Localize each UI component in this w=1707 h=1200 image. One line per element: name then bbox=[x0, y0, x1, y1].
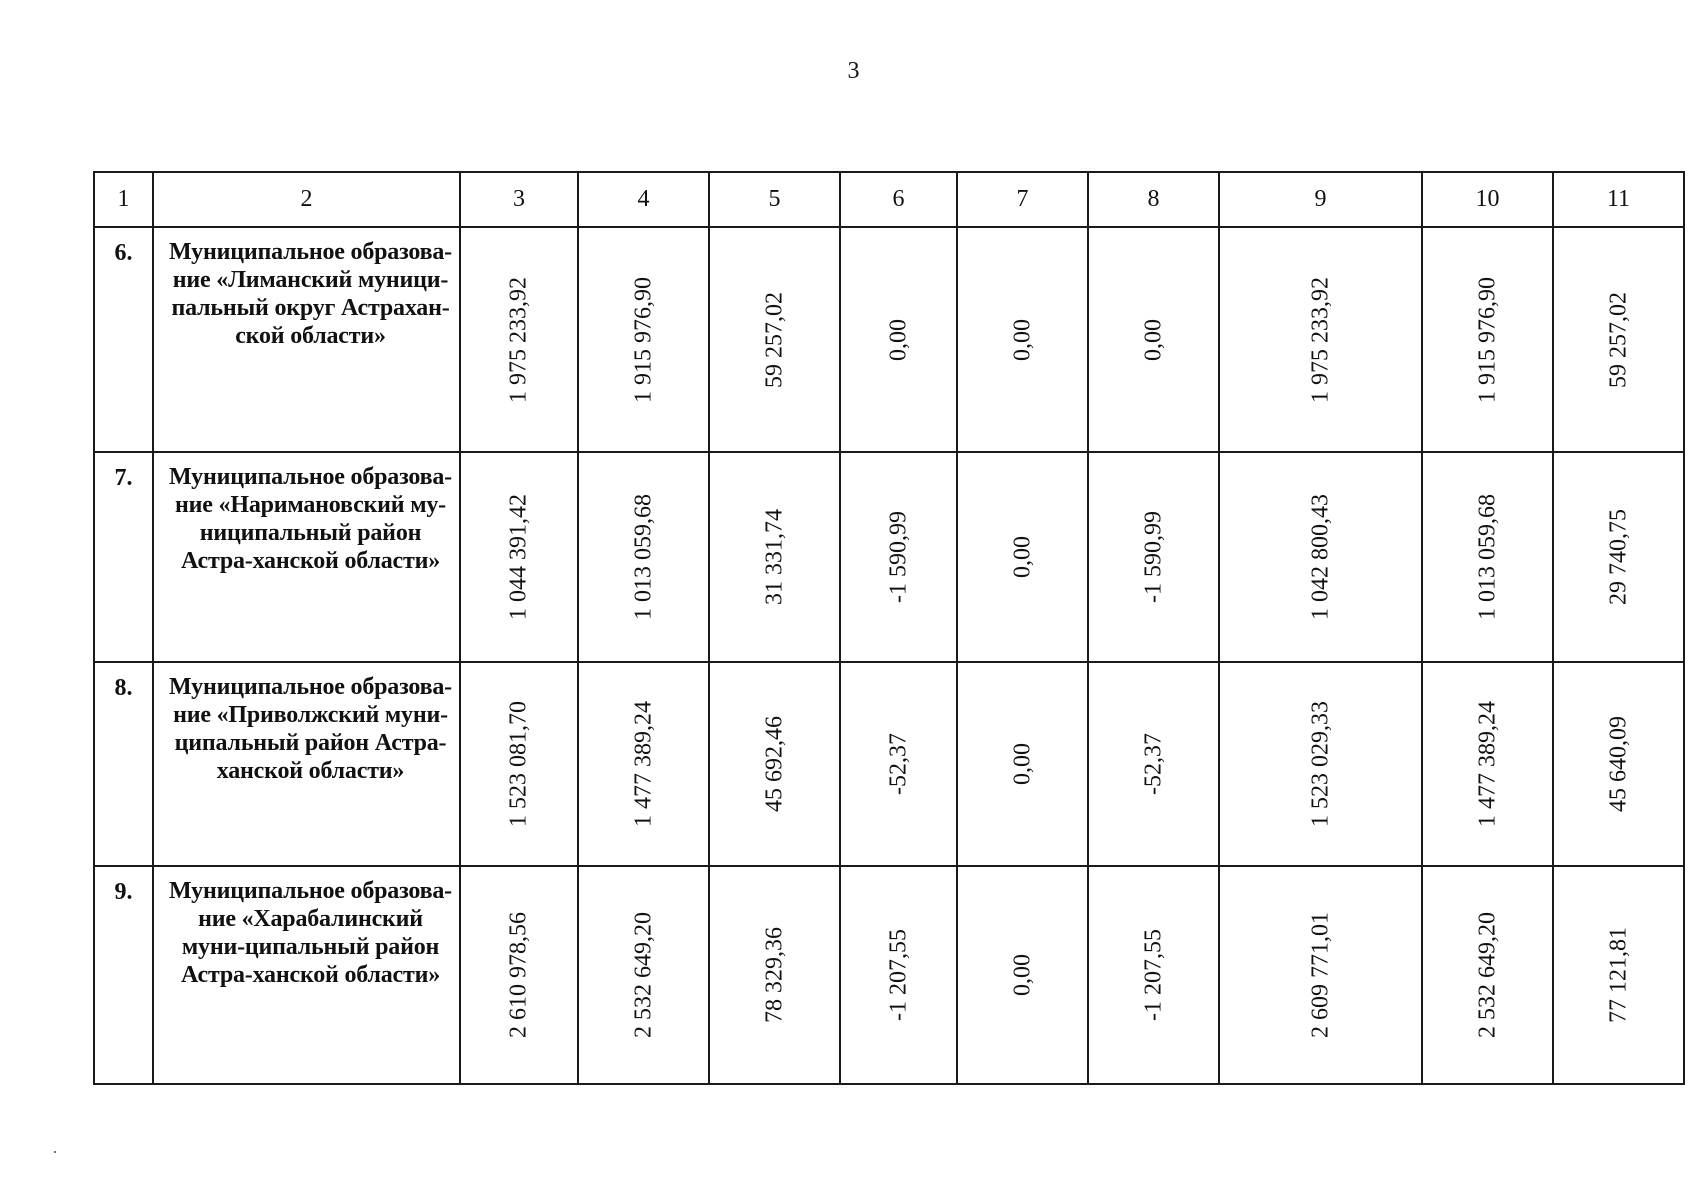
header-cell-10: 10 bbox=[1422, 172, 1553, 227]
value-cell-col9 bbox=[1219, 866, 1422, 1084]
value-cell-col4 bbox=[578, 866, 709, 1084]
value-text: 1 975 233,92 bbox=[1307, 276, 1333, 403]
municipality-name: Муниципальное образова-ние «Приволжский муни-ципальный район Астра-ханской области» bbox=[153, 662, 460, 866]
header-cell-11: 11 bbox=[1553, 172, 1684, 227]
table-row bbox=[94, 662, 1684, 866]
value-cell-col8 bbox=[1088, 866, 1219, 1084]
value-text: 45 692,46 bbox=[761, 716, 787, 812]
value-text: 1 523 081,70 bbox=[505, 701, 532, 827]
value-cell-col10 bbox=[1422, 452, 1553, 662]
value-cell-col7 bbox=[957, 227, 1088, 452]
value-text: 0,00 bbox=[1009, 743, 1035, 785]
value-cell-col5 bbox=[709, 227, 840, 452]
value-cell-col11 bbox=[1553, 866, 1684, 1084]
value-text: 78 329,36 bbox=[761, 927, 787, 1023]
value-text: 0,00 bbox=[1009, 954, 1035, 996]
value-cell-col7 bbox=[957, 866, 1088, 1084]
header-cell-1: 1 bbox=[94, 172, 153, 227]
table-row bbox=[94, 866, 1684, 1084]
value-cell-col9 bbox=[1219, 227, 1422, 452]
municipality-name: Муниципальное образова-ние «Наримановский му-ниципальный район Астра-ханской области» bbox=[153, 452, 460, 662]
value-cell-col6 bbox=[840, 452, 957, 662]
value-text: -52,37 bbox=[1140, 733, 1166, 795]
budget-table bbox=[93, 171, 1685, 1085]
value-cell-col3 bbox=[460, 452, 578, 662]
page-number: 3 bbox=[847, 58, 860, 84]
header-cell-7: 7 bbox=[957, 172, 1088, 227]
value-text: 1 915 976,90 bbox=[1474, 276, 1500, 403]
value-cell-col7 bbox=[957, 662, 1088, 866]
value-cell-col8 bbox=[1088, 227, 1219, 452]
value-text: 0,00 bbox=[1009, 536, 1035, 578]
value-cell-col6 bbox=[840, 227, 957, 452]
value-cell-col5 bbox=[709, 452, 840, 662]
value-text: 1 477 389,24 bbox=[1474, 701, 1500, 827]
value-text: 0,00 bbox=[1009, 318, 1035, 361]
value-cell-col7 bbox=[957, 452, 1088, 662]
value-cell-col5 bbox=[709, 662, 840, 866]
value-text: 59 257,02 bbox=[761, 291, 787, 388]
value-text: 29 740,75 bbox=[1605, 509, 1631, 605]
value-text: -1 590,99 bbox=[1140, 511, 1166, 603]
scan-speck bbox=[54, 1151, 56, 1153]
header-cell-5: 5 bbox=[709, 172, 840, 227]
value-cell-col11 bbox=[1553, 227, 1684, 452]
value-cell-col10 bbox=[1422, 866, 1553, 1084]
table-row bbox=[94, 227, 1684, 452]
value-cell-col8 bbox=[1088, 452, 1219, 662]
municipality-name: Муниципальное образова-ние «Лиманский муници-пальный округ Астрахан-ской области» bbox=[153, 227, 460, 452]
value-cell-col3 bbox=[460, 662, 578, 866]
header-cell-8: 8 bbox=[1088, 172, 1219, 227]
value-cell-col4 bbox=[578, 227, 709, 452]
value-text: 31 331,74 bbox=[761, 509, 787, 605]
value-text: 2 532 649,20 bbox=[1474, 912, 1500, 1038]
value-text: -1 207,55 bbox=[1140, 929, 1166, 1021]
value-cell-col3 bbox=[460, 227, 578, 452]
table-row bbox=[94, 452, 1684, 662]
value-text: 2 609 771,01 bbox=[1307, 912, 1333, 1038]
value-cell-col5 bbox=[709, 866, 840, 1084]
value-text: 45 640,09 bbox=[1605, 716, 1631, 812]
value-cell-col10 bbox=[1422, 227, 1553, 452]
value-cell-col9 bbox=[1219, 452, 1422, 662]
value-cell-col9 bbox=[1219, 662, 1422, 866]
value-cell-col8 bbox=[1088, 662, 1219, 866]
header-cell-2: 2 bbox=[153, 172, 460, 227]
row-number: 8. bbox=[94, 662, 153, 866]
value-cell-col11 bbox=[1553, 452, 1684, 662]
row-number: 6. bbox=[94, 227, 153, 452]
value-text: 0,00 bbox=[885, 318, 911, 361]
value-text: 1 013 059,68 bbox=[1474, 494, 1500, 620]
value-text: -1 590,99 bbox=[885, 511, 911, 603]
value-text: 1 044 391,42 bbox=[505, 494, 532, 620]
value-text: 2 532 649,20 bbox=[630, 912, 656, 1038]
header-cell-9: 9 bbox=[1219, 172, 1422, 227]
value-text: 1 013 059,68 bbox=[630, 494, 656, 620]
row-number: 9. bbox=[94, 866, 153, 1084]
value-text: 1 477 389,24 bbox=[630, 701, 656, 827]
value-cell-col4 bbox=[578, 662, 709, 866]
value-text: 0,00 bbox=[1140, 318, 1166, 361]
value-cell-col4 bbox=[578, 452, 709, 662]
value-text: -1 207,55 bbox=[885, 929, 911, 1021]
value-text: 1 523 029,33 bbox=[1307, 701, 1333, 827]
value-text: 2 610 978,56 bbox=[505, 912, 532, 1038]
value-cell-col3 bbox=[460, 866, 578, 1084]
header-cell-6: 6 bbox=[840, 172, 957, 227]
table-header-row bbox=[94, 172, 1684, 227]
value-text: 77 121,81 bbox=[1605, 927, 1631, 1023]
value-cell-col6 bbox=[840, 866, 957, 1084]
value-text: 1 915 976,90 bbox=[630, 276, 656, 403]
value-text: 1 042 800,43 bbox=[1307, 494, 1333, 620]
value-text: -52,37 bbox=[885, 733, 911, 795]
header-cell-3: 3 bbox=[460, 172, 578, 227]
value-cell-col11 bbox=[1553, 662, 1684, 866]
value-text: 1 975 233,92 bbox=[505, 276, 532, 403]
value-cell-col10 bbox=[1422, 662, 1553, 866]
row-number: 7. bbox=[94, 452, 153, 662]
header-cell-4: 4 bbox=[578, 172, 709, 227]
value-cell-col6 bbox=[840, 662, 957, 866]
value-text: 59 257,02 bbox=[1605, 291, 1631, 388]
municipality-name: Муниципальное образова-ние «Харабалинский муни-ципальный район Астра-ханской области» bbox=[153, 866, 460, 1084]
